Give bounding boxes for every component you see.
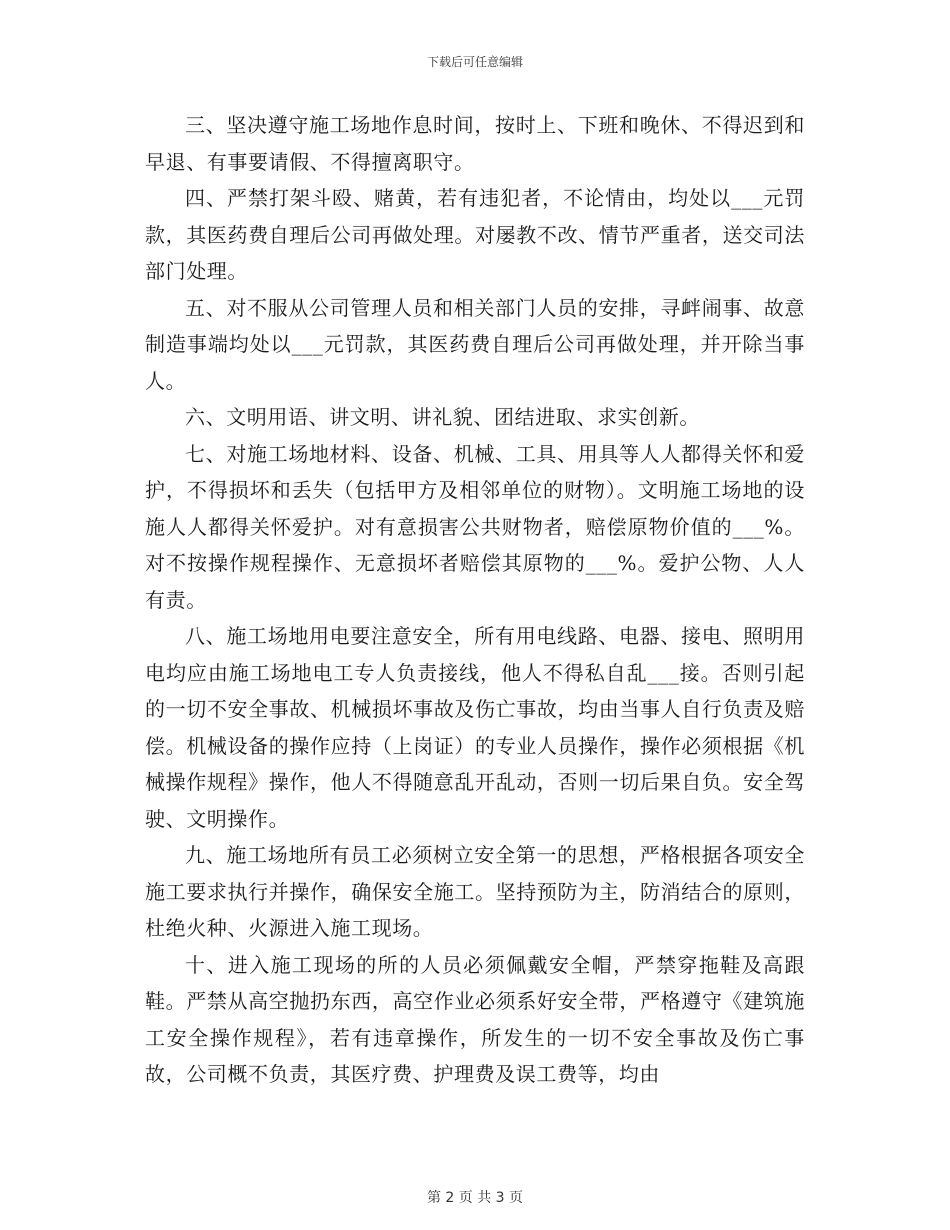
paragraph-7: 七、对施工场地材料、设备、机械、工具、用具等人人都得关怀和爱护，不得损坏和丢失（包括甲方及相邻单位的财物）。文明施工场地的设施人人都得关怀爱护。对有意损害公共财物者，赔偿原物价值的___%。对不按操作规程操作、无意损坏者赔偿其原物的___%。爱护公物、人人有责。 xyxy=(145,441,805,612)
paragraph-9: 九、施工场地所有员工必须树立安全第一的思想，严格根据各项安全施工要求执行并操作，确保安全施工。坚持预防为主，防消结合的原则，杜绝火种、火源进入施工现场。 xyxy=(145,843,805,940)
document-body xyxy=(145,107,805,1093)
page-header: 下载后可任意编辑 xyxy=(426,55,523,69)
page-footer: 第 2 页 共 3 页 xyxy=(426,1190,524,1206)
paragraph-4: 四、严禁打架斗殴、赌黄，若有违犯者，不论情由，均处以___元罚款，其医药费自理后公司再做处理。对屡教不改、情节严重者，送交司法部门处理。 xyxy=(145,186,805,283)
paragraph-10: 十、进入施工现场的所的人员必须佩戴安全帽，严禁穿拖鞋及高跟鞋。严禁从高空抛扔东西，高空作业必须系好安全带，严格遵守《建筑施工安全操作规程》，若有违章操作，所发生的一切不安全事故及伤亡事故，公司概不负责，其医疗费、护理费及误工费等，均由 xyxy=(145,952,805,1086)
paragraph-8: 八、施工场地用电要注意安全，所有用电线路、电器、接电、照明用电均应由施工场地电工专人负责接线，他人不得私自乱___接。否则引起的一切不安全事故、机械损坏事故及伤亡事故，均由当事人自行负责及赔偿。机械设备的操作应持（上岗证）的专业人员操作，操作必须根据《机械操作规程》操作，他人不得随意乱开乱动，否则一切后果自负。安全驾驶、文明操作。 xyxy=(145,624,805,831)
paragraph-5: 五、对不服从公司管理人员和相关部门人员的安排，寻衅闹事、故意制造事端均处以___元罚款，其医药费自理后公司再做处理，并开除当事人。 xyxy=(145,295,805,393)
paragraph-6: 六、文明用语、讲文明、讲礼貌、团结进取、求实创新。 xyxy=(185,405,700,429)
paragraph-3: 三、坚决遵守施工场地作息时间，按时上、下班和晚休、不得迟到和早退、有事要请假、不得擅离职守。 xyxy=(145,113,805,174)
